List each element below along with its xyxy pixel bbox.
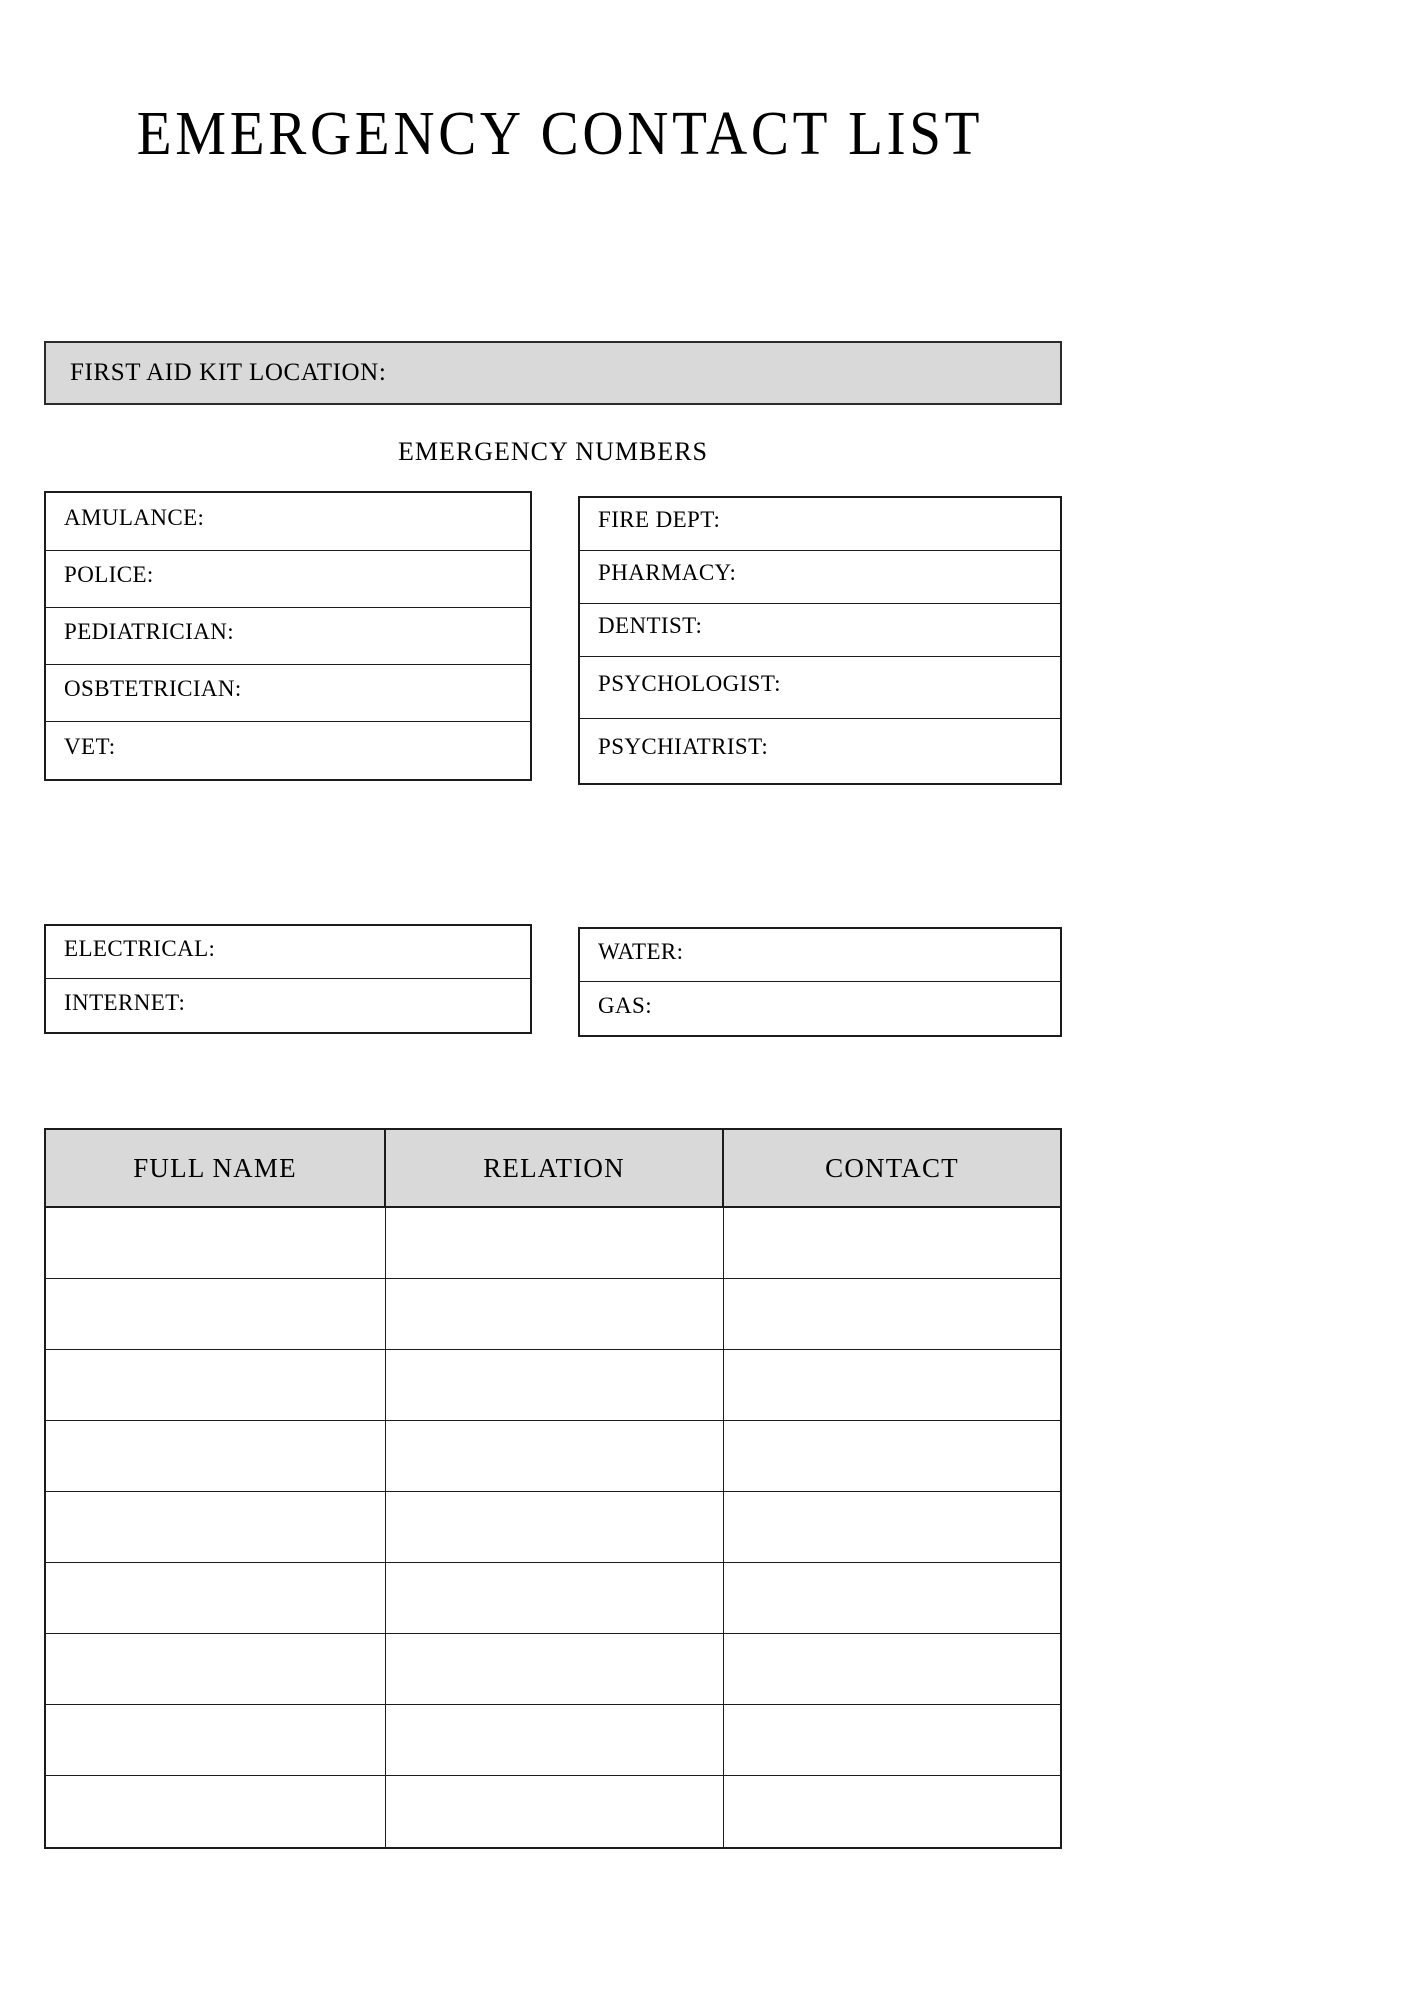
cell-contact[interactable] bbox=[724, 1279, 1060, 1349]
cell-relation[interactable] bbox=[386, 1634, 724, 1704]
utility-row-gas[interactable] bbox=[580, 982, 1060, 1035]
row-label: PEDIATRICIAN: bbox=[64, 619, 235, 644]
cell-relation[interactable] bbox=[386, 1776, 724, 1847]
table-row[interactable] bbox=[46, 1705, 1060, 1776]
column-header-full-name: FULL NAME bbox=[46, 1130, 386, 1206]
cell-contact[interactable] bbox=[724, 1776, 1060, 1847]
table-row[interactable] bbox=[46, 1634, 1060, 1705]
cell-relation[interactable] bbox=[386, 1350, 724, 1420]
table-row[interactable] bbox=[46, 1492, 1060, 1563]
cell-full-name[interactable] bbox=[46, 1492, 386, 1562]
emergency-numbers-right-table bbox=[578, 496, 1062, 785]
emergency-numbers-left-table bbox=[44, 491, 532, 781]
row-label: INTERNET: bbox=[64, 989, 186, 1015]
table-row[interactable] bbox=[46, 1208, 1060, 1279]
table-row[interactable] bbox=[46, 1279, 1060, 1350]
cell-full-name[interactable] bbox=[46, 1350, 386, 1420]
row-label: PSYCHIATRIST: bbox=[598, 734, 769, 759]
row-label: AMULANCE: bbox=[64, 504, 205, 530]
row-label: POLICE: bbox=[64, 562, 154, 587]
cell-full-name[interactable] bbox=[46, 1208, 386, 1278]
row-label: DENTIST: bbox=[598, 613, 703, 638]
cell-contact[interactable] bbox=[724, 1208, 1060, 1278]
column-header-contact: CONTACT bbox=[825, 1152, 959, 1183]
contact-table bbox=[44, 1128, 1062, 1849]
cell-relation[interactable] bbox=[386, 1279, 724, 1349]
table-row[interactable] bbox=[46, 1421, 1060, 1492]
cell-full-name[interactable] bbox=[46, 1776, 386, 1847]
emergency-number-row-vet[interactable] bbox=[46, 722, 530, 779]
cell-contact[interactable] bbox=[724, 1563, 1060, 1633]
row-label: GAS: bbox=[598, 992, 653, 1018]
emergency-number-row-psychiatrist[interactable] bbox=[580, 719, 1060, 783]
emergency-number-row-pharmacy[interactable] bbox=[580, 551, 1060, 604]
page-title: EMERGENCY CONTACT LIST bbox=[136, 99, 984, 168]
emergency-number-row-fire-dept[interactable] bbox=[580, 498, 1060, 551]
first-aid-kit-location-label: FIRST AID KIT LOCATION: bbox=[70, 359, 387, 386]
first-aid-kit-location-field[interactable] bbox=[44, 341, 1062, 405]
cell-relation[interactable] bbox=[386, 1208, 724, 1278]
emergency-number-row-dentist[interactable] bbox=[580, 604, 1060, 657]
utility-row-internet[interactable] bbox=[46, 979, 530, 1032]
row-label: WATER: bbox=[598, 939, 684, 964]
column-header-relation: RELATION bbox=[386, 1130, 724, 1206]
emergency-number-row-ambulance[interactable] bbox=[46, 493, 530, 551]
cell-relation[interactable] bbox=[386, 1563, 724, 1633]
emergency-number-row-psychologist[interactable] bbox=[580, 657, 1060, 719]
cell-full-name[interactable] bbox=[46, 1421, 386, 1491]
utilities-left-table bbox=[44, 924, 532, 1034]
utility-row-electrical[interactable] bbox=[46, 926, 530, 979]
row-label: FIRE DEPT: bbox=[598, 507, 721, 532]
cell-full-name[interactable] bbox=[46, 1705, 386, 1775]
cell-relation[interactable] bbox=[386, 1492, 724, 1562]
cell-contact[interactable] bbox=[724, 1350, 1060, 1420]
utility-row-water[interactable] bbox=[580, 929, 1060, 982]
cell-contact[interactable] bbox=[724, 1492, 1060, 1562]
emergency-number-row-pediatrician[interactable] bbox=[46, 608, 530, 665]
row-label: PSYCHOLOGIST: bbox=[598, 670, 781, 696]
cell-full-name[interactable] bbox=[46, 1279, 386, 1349]
utilities-right-table bbox=[578, 927, 1062, 1037]
table-row[interactable] bbox=[46, 1776, 1060, 1847]
cell-relation[interactable] bbox=[386, 1705, 724, 1775]
table-row[interactable] bbox=[46, 1350, 1060, 1421]
emergency-number-row-obstetrician[interactable] bbox=[46, 665, 530, 722]
row-label: OSBTETRICIAN: bbox=[64, 676, 242, 701]
contact-table-header-row bbox=[46, 1130, 1060, 1208]
cell-contact[interactable] bbox=[724, 1421, 1060, 1491]
cell-relation[interactable] bbox=[386, 1421, 724, 1491]
row-label: VET: bbox=[64, 733, 116, 759]
emergency-numbers-heading: EMERGENCY NUMBERS bbox=[397, 437, 708, 466]
emergency-number-row-police[interactable] bbox=[46, 551, 530, 608]
cell-full-name[interactable] bbox=[46, 1634, 386, 1704]
table-row[interactable] bbox=[46, 1563, 1060, 1634]
row-label: ELECTRICAL: bbox=[64, 936, 216, 961]
cell-contact[interactable] bbox=[724, 1634, 1060, 1704]
cell-contact[interactable] bbox=[724, 1705, 1060, 1775]
cell-full-name[interactable] bbox=[46, 1563, 386, 1633]
row-label: PHARMACY: bbox=[598, 560, 737, 585]
